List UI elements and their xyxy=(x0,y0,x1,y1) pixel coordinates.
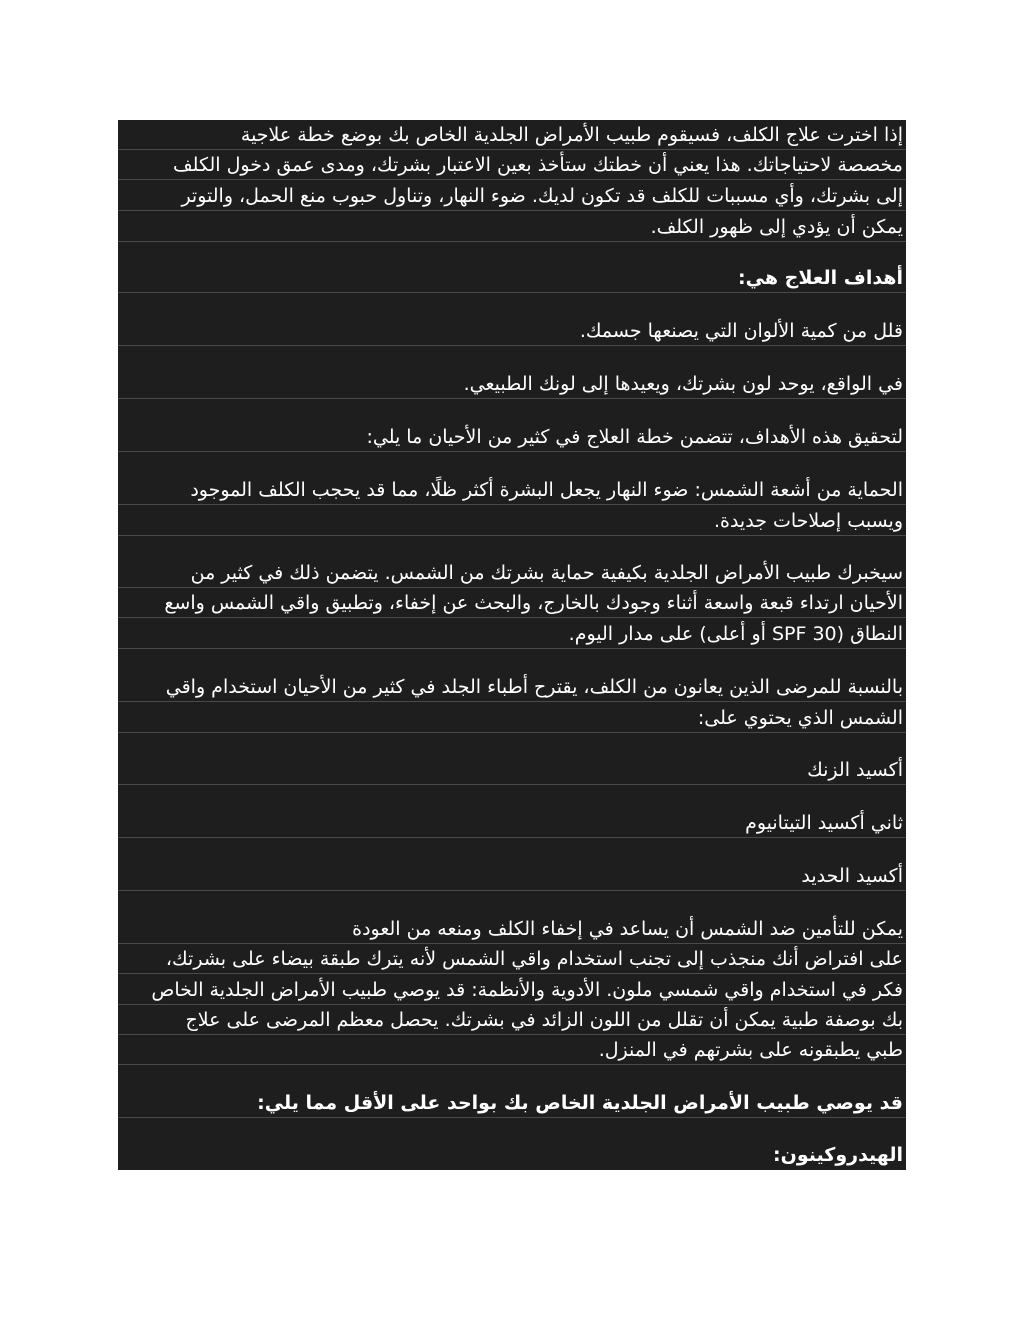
text-line: فكر في استخدام واقي شمسي ملون. الأدوية والأنظمة: قد يوصي طبيب الأمراض الجلدية الخاص xyxy=(118,975,906,1005)
text-line: الحماية من أشعة الشمس: ضوء النهار يجعل البشرة أكثر ظلًا، مما قد يحجب الكلف الموجود xyxy=(118,475,906,505)
text-line: بك بوصفة طبية يمكن أن تقلل من اللون الزائد في بشرتك. يحصل معظم المرضى على علاج xyxy=(118,1005,906,1035)
text-line: يمكن للتأمين ضد الشمس أن يساعد في إخفاء الكلف ومنعه من العودة xyxy=(118,914,906,944)
section-heading: أهداف العلاج هي: xyxy=(118,263,906,293)
text-line: إلى بشرتك، وأي مسببات للكلف قد تكون لديك. ضوء النهار، وتناول حبوب منع الحمل، والتوتر xyxy=(118,181,906,211)
text-line: طبي يطبقونه على بشرتهم في المنزل. xyxy=(118,1035,906,1065)
text-line: مخصصة لاحتياجاتك. هذا يعني أن خطتك ستأخذ بعين الاعتبار بشرتك، ومدى عمق دخول الكلف xyxy=(118,150,906,180)
list-item: ثاني أكسيد التيتانيوم xyxy=(118,808,906,838)
text-line: ويسبب إصلاحات جديدة. xyxy=(118,506,906,536)
text-line: على افتراض أنك منجذب إلى تجنب استخدام واقي الشمس لأنه يترك طبقة بيضاء على بشرتك، xyxy=(118,944,906,974)
text-line: النطاق (SPF 30 أو أعلى) على مدار اليوم. xyxy=(118,619,906,649)
text-line: الأحيان ارتداء قبعة واسعة أثناء وجودك بالخارج، والبحث عن إخفاء، وتطبيق واقي الشمس واسع xyxy=(118,588,906,618)
text-line: قلل من كمية الألوان التي يصنعها جسمك. xyxy=(118,316,906,346)
text-line: بالنسبة للمرضى الذين يعانون من الكلف، يقترح أطباء الجلد في كثير من الأحيان استخدام واقي xyxy=(118,672,906,702)
section-heading: الهيدروكينون: xyxy=(773,1144,903,1166)
text-line: لتحقيق هذه الأهداف، تتضمن خطة العلاج في كثير من الأحيان ما يلي: xyxy=(118,422,906,452)
section-heading: قد يوصي طبيب الأمراض الجلدية الخاص بك بواحد على الأقل مما يلي: xyxy=(118,1088,906,1118)
text-line: سيخبرك طبيب الأمراض الجلدية بكيفية حماية بشرتك من الشمس. يتضمن ذلك في كثير من xyxy=(118,558,906,588)
text-line: إذا اخترت علاج الكلف، فسيقوم طبيب الأمراض الجلدية الخاص بك بوضع خطة علاجية xyxy=(118,120,906,150)
text-line: الشمس الذي يحتوي على: xyxy=(118,703,906,733)
text-line: يمكن أن يؤدي إلى ظهور الكلف. xyxy=(118,212,906,242)
text-line: في الواقع، يوحد لون بشرتك، ويعيدها إلى لونك الطبيعي. xyxy=(118,369,906,399)
list-item: أكسيد الزنك xyxy=(118,755,906,785)
document-page xyxy=(118,120,906,1170)
list-item: أكسيد الحديد xyxy=(118,861,906,891)
